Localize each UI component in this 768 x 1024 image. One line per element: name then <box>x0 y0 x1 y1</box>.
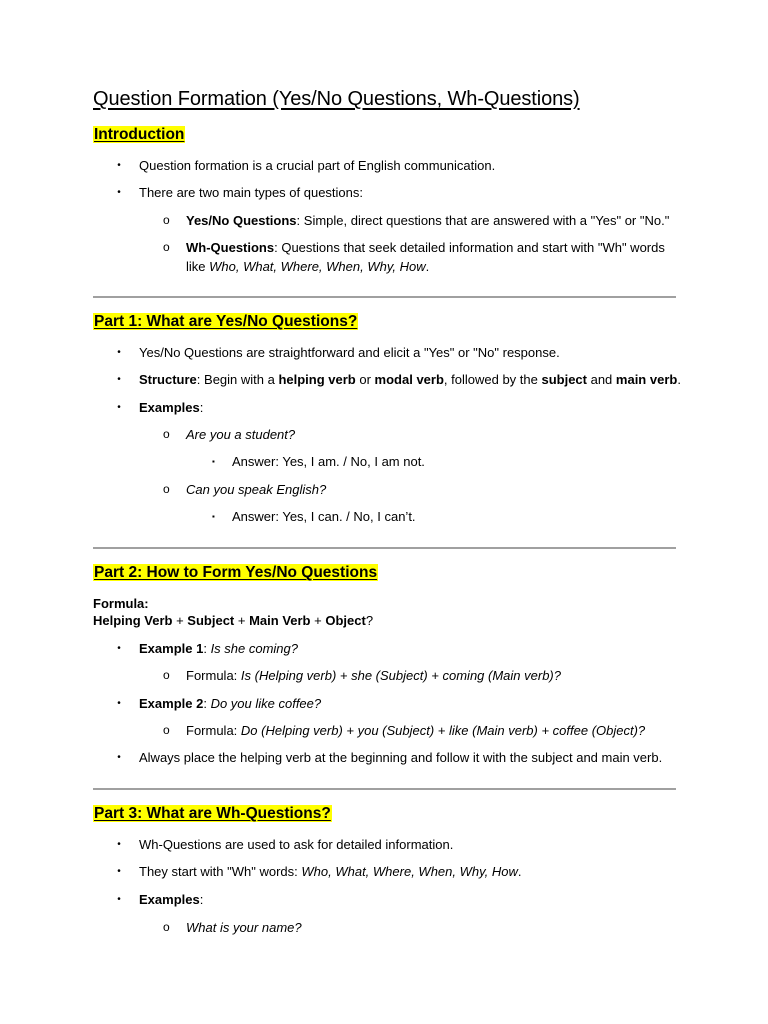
formula-label: Formula: <box>93 596 149 611</box>
heading-introduction: Introduction <box>94 126 185 143</box>
page-title: Question Formation (Yes/No Questions, Wh-Questions) <box>93 88 580 110</box>
divider <box>93 788 676 790</box>
divider <box>93 296 676 298</box>
heading-part-2: Part 2: How to Form Yes/No Questions <box>94 564 378 581</box>
formula: Helping Verb + Subject + Main Verb + Object? <box>93 613 374 628</box>
heading-part-1: Part 1: What are Yes/No Questions? <box>94 313 358 330</box>
heading-part-3: Part 3: What are Wh-Questions? <box>94 805 331 822</box>
list-item-continuation: like Who, What, Where, When, Why, How. <box>186 259 430 274</box>
divider <box>93 547 676 549</box>
